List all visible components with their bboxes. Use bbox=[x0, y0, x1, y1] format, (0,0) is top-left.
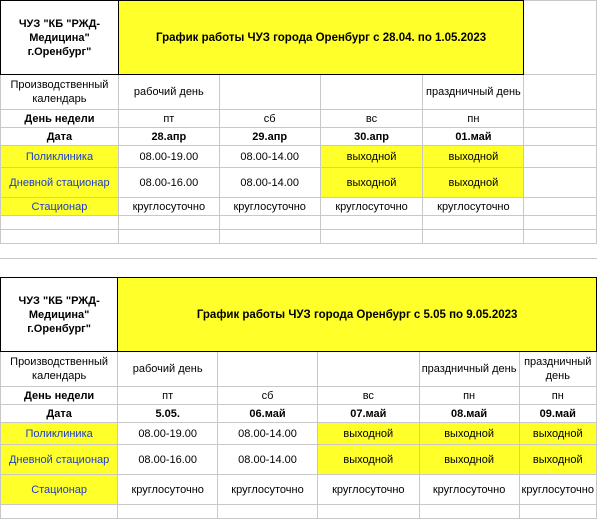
date-cell: 01.май bbox=[423, 128, 524, 146]
date-cell: 28.апр bbox=[118, 128, 219, 146]
row-label-hospital: Стационар bbox=[1, 475, 118, 505]
row-label-weekday: День недели bbox=[1, 110, 119, 128]
date-cell: 29.апр bbox=[219, 128, 320, 146]
hours-cell: 08.00-16.00 bbox=[118, 445, 218, 475]
dayoff-cell: выходной bbox=[317, 445, 419, 475]
hours-cell: круглосуточно bbox=[218, 475, 318, 505]
row-label-date: Дата bbox=[1, 405, 118, 423]
hours-cell: 08.00-14.00 bbox=[219, 168, 320, 198]
row-label-calendar: Производственный календарь bbox=[1, 75, 119, 110]
hours-cell: круглосуточно bbox=[118, 198, 219, 216]
hours-cell: круглосуточно bbox=[320, 198, 423, 216]
hours-cell: 08.00-14.00 bbox=[218, 423, 318, 445]
row-label-clinic: Поликлиника bbox=[1, 146, 119, 168]
hours-cell: 08.00-14.00 bbox=[218, 445, 318, 475]
schedule-table-1 bbox=[0, 0, 597, 244]
calendar-cell bbox=[317, 352, 419, 387]
empty-cell bbox=[524, 75, 597, 110]
empty-cell bbox=[524, 198, 597, 216]
date-cell: 09.май bbox=[519, 405, 596, 423]
dayoff-cell: выходной bbox=[320, 168, 423, 198]
calendar-cell: праздничный день bbox=[419, 352, 519, 387]
date-cell: 07.май bbox=[317, 405, 419, 423]
hours-cell: круглосуточно bbox=[219, 198, 320, 216]
hours-cell: круглосуточно bbox=[519, 475, 596, 505]
date-cell: 5.05. bbox=[118, 405, 218, 423]
empty-cell bbox=[524, 1, 597, 75]
schedule-title: График работы ЧУЗ города Оренбург с 5.05 по 9.05.2023 bbox=[118, 278, 597, 352]
calendar-cell: праздничный день bbox=[519, 352, 596, 387]
date-cell: 08.май bbox=[419, 405, 519, 423]
empty-cell bbox=[524, 128, 597, 146]
org-name: ЧУЗ "КБ "РЖД-Медицина" г.Оренбург" bbox=[1, 278, 118, 352]
date-cell: 30.апр bbox=[320, 128, 423, 146]
org-name: ЧУЗ "КБ "РЖД-Медицина" г.Оренбург" bbox=[1, 1, 119, 75]
grid-line bbox=[0, 258, 597, 259]
calendar-cell: праздничный день bbox=[423, 75, 524, 110]
empty-cell bbox=[524, 146, 597, 168]
calendar-cell: рабочий день bbox=[118, 352, 218, 387]
dayoff-cell: выходной bbox=[423, 146, 524, 168]
weekday-cell: пт bbox=[118, 387, 218, 405]
hours-cell: круглосуточно bbox=[423, 198, 524, 216]
hours-cell: 08.00-19.00 bbox=[118, 146, 219, 168]
row-label-hospital: Стационар bbox=[1, 198, 119, 216]
empty-cell bbox=[524, 110, 597, 128]
schedule-title: График работы ЧУЗ города Оренбург с 28.04. по 1.05.2023 bbox=[118, 1, 523, 75]
row-label-calendar: Производственный календарь bbox=[1, 352, 118, 387]
weekday-cell: пт bbox=[118, 110, 219, 128]
row-label-weekday: День недели bbox=[1, 387, 118, 405]
weekday-cell: сб bbox=[218, 387, 318, 405]
weekday-cell: пн bbox=[423, 110, 524, 128]
dayoff-cell: выходной bbox=[320, 146, 423, 168]
dayoff-cell: выходной bbox=[419, 423, 519, 445]
date-cell: 06.май bbox=[218, 405, 318, 423]
hours-cell: 08.00-14.00 bbox=[219, 146, 320, 168]
row-label-day-hospital: Дневной стационар bbox=[1, 168, 119, 198]
dayoff-cell: выходной bbox=[519, 423, 596, 445]
weekday-cell: сб bbox=[219, 110, 320, 128]
weekday-cell: пн bbox=[419, 387, 519, 405]
empty-cell bbox=[524, 168, 597, 198]
dayoff-cell: выходной bbox=[519, 445, 596, 475]
hours-cell: 08.00-16.00 bbox=[118, 168, 219, 198]
calendar-cell bbox=[218, 352, 318, 387]
calendar-cell: рабочий день bbox=[118, 75, 219, 110]
row-label-date: Дата bbox=[1, 128, 119, 146]
dayoff-cell: выходной bbox=[423, 168, 524, 198]
weekday-cell: вс bbox=[320, 110, 423, 128]
schedule-table-2 bbox=[0, 277, 597, 519]
calendar-cell bbox=[219, 75, 320, 110]
calendar-cell bbox=[320, 75, 423, 110]
weekday-cell: вс bbox=[317, 387, 419, 405]
row-label-day-hospital: Дневной стационар bbox=[1, 445, 118, 475]
weekday-cell: пн bbox=[519, 387, 596, 405]
dayoff-cell: выходной bbox=[419, 445, 519, 475]
hours-cell: круглосуточно bbox=[118, 475, 218, 505]
hours-cell: круглосуточно bbox=[317, 475, 419, 505]
dayoff-cell: выходной bbox=[317, 423, 419, 445]
hours-cell: 08.00-19.00 bbox=[118, 423, 218, 445]
hours-cell: круглосуточно bbox=[419, 475, 519, 505]
row-label-clinic: Поликлиника bbox=[1, 423, 118, 445]
